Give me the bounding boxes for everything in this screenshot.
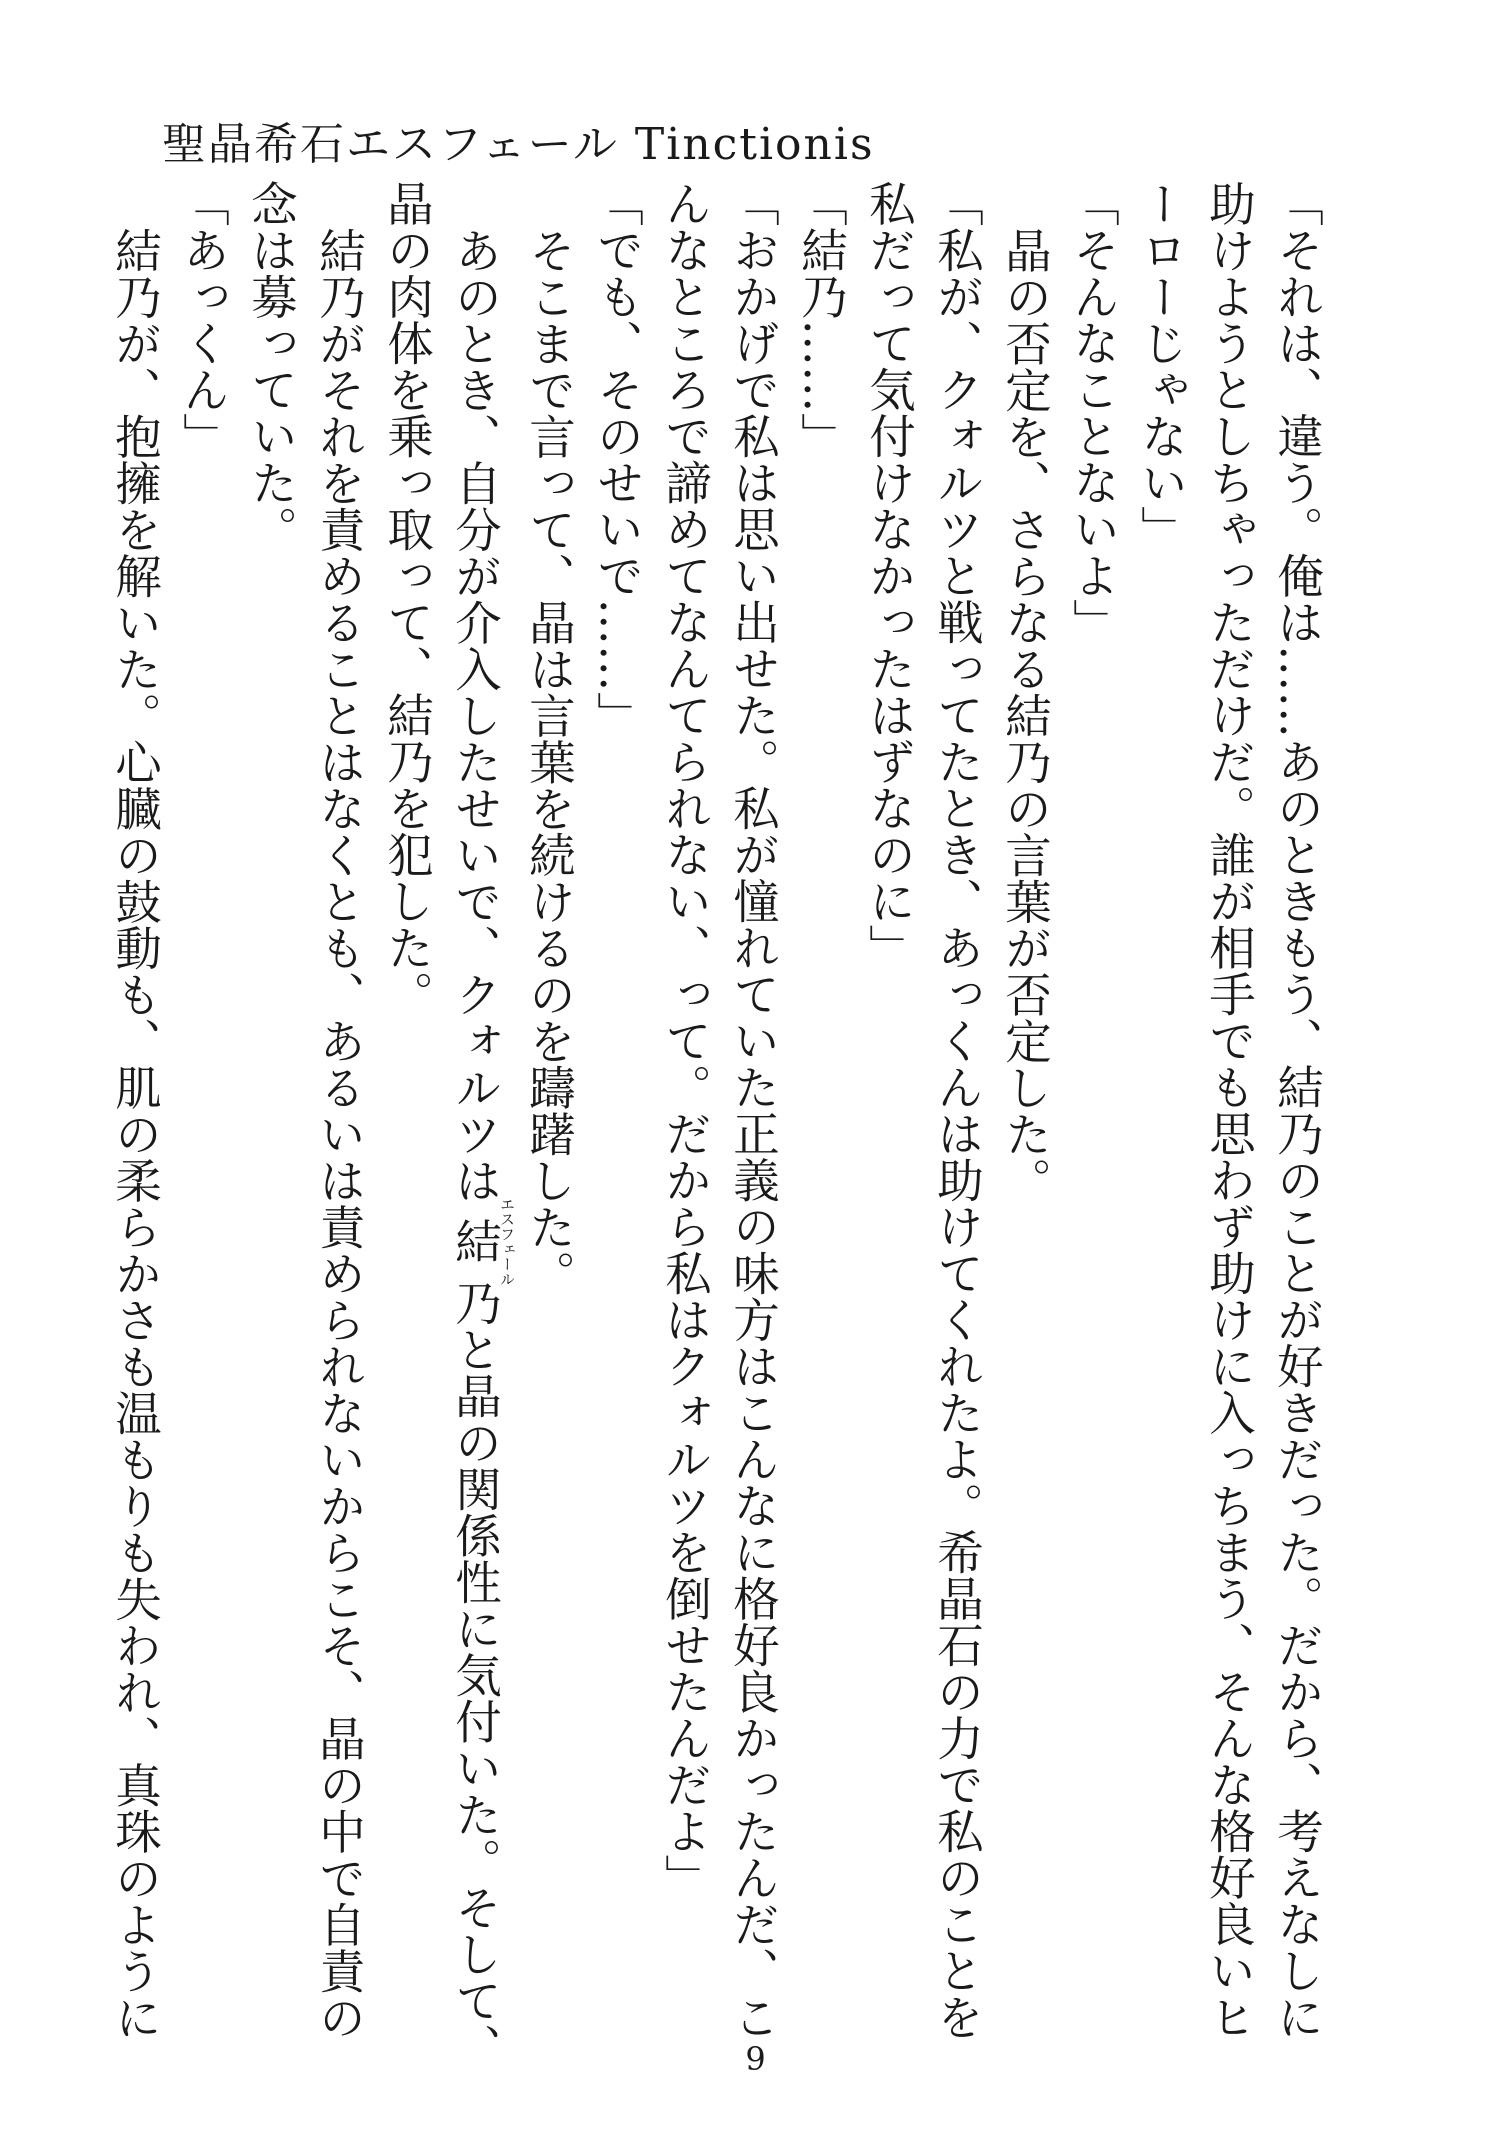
text-line: 「あっくん」	[176, 180, 230, 459]
text-line: ーローじゃない」	[1134, 180, 1188, 552]
page-number: 9	[745, 2040, 766, 2078]
text-line: そこまで言って、晶は言葉を続けるのを躊躇した。	[522, 226, 576, 1296]
text-line: 「私が、クォルツと戦ってたとき、あっくんは助けてくれたよ。希晶石の力で私のことを	[930, 180, 984, 2040]
text-line: 結乃が、抱擁を解いた。心臓の鼓動も、肌の柔らかさも温もりも失われ、真珠のように	[108, 226, 162, 2040]
page-header-title: 聖晶希石エスフェール Tinctionis	[162, 119, 875, 170]
text-line: 「結乃……」	[794, 180, 848, 459]
ruby-reading: エスフェール	[498, 1196, 516, 1286]
text-line: 「それは、違う。俺は……あのときもう、結乃のことが好きだった。だから、考えなしに	[1270, 180, 1324, 2040]
text-line: んなところで諦めてなんてられない、って。だから私はクォルツを倒せたんだよ」	[658, 180, 712, 1901]
ruby-base: 結	[448, 1196, 502, 1286]
text-line: 念は募っていた。	[244, 180, 298, 552]
text-line: 「でも、そのせいで……」	[590, 180, 644, 738]
ruby-annotation	[448, 1196, 516, 1286]
text-line: 「おかげで私は思い出せた。私が憧れていた正義の味方はこんなに格好良かったんだ、こ	[726, 180, 780, 2040]
text-line: 結乃がそれを責めることはなくとも、あるいは責められないからこそ、晶の中で自責の	[312, 226, 366, 2040]
text-line: 「そんなことないよ」	[1066, 180, 1120, 645]
text-line: 晶の否定を、さらなる結乃の言葉が否定した。	[998, 226, 1052, 1203]
text-segment: 乃と晶の関係性に気付いた。そして、	[448, 1279, 502, 2070]
text-line: 私だって気付けなかったはずなのに」	[862, 180, 916, 971]
text-line: 晶の肉体を乗っ取って、結乃を犯した。	[380, 180, 434, 1017]
text-line-with-ruby	[441, 180, 516, 2070]
text-line: 助けようとしちゃっただけだ。誰が相手でも思わず助けに入っちまう、そんな格好良いヒ	[1202, 180, 1256, 2040]
text-segment: あのとき、自分が介入したせいで、クォルツは	[448, 226, 502, 1203]
vertical-text-body	[108, 180, 1331, 2070]
